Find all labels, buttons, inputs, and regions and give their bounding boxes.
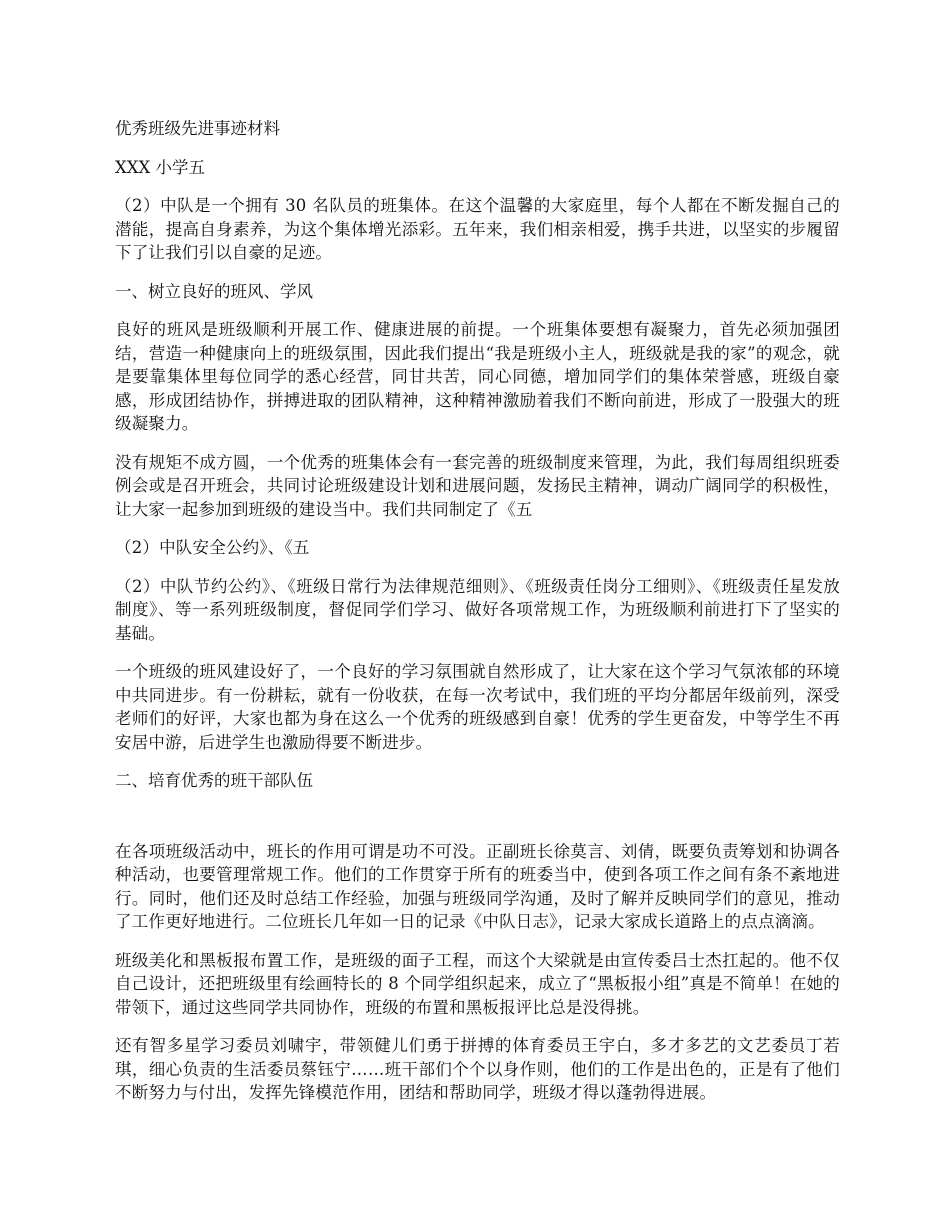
body-paragraph: 没有规矩不成方圆，一个优秀的班集体会有一套完善的班级制度来管理，为此，我们每周组织班委例会或是召开班会，共同讨论班级建设计划和进展问题，发扬民主精神，调动广阔同学的积极性，让大家一起参加到班级的建设当中。我们共同制定了《五 [115, 452, 840, 519]
body-paragraph: 在各项班级活动中，班长的作用可谓是功不可没。正副班长徐莫言、刘倩，既要负责筹划和协调各种活动，也要管理常规工作。他们的工作贯穿于所有的班委当中，使到各项工作之间有条不紊地进行。同时，他们还及时总结工作经验，加强与班级同学沟通，及时了解并反映同学们的意见，推动了工作更好地进行。二位班长几年如一日的记录《中队日志》，记录大家成长道路上的点点滴滴。 [115, 841, 840, 931]
body-paragraph: 良好的班风是班级顺利开展工作、健康进展的前提。一个班集体要想有凝聚力，首先必须加强团结，营造一种健康向上的班级氛围，因此我们提出“我是班级小主人，班级就是我的家”的观念，就是要靠集体里每位同学的悉心经营，同甘共苦，同心同德，增加同学们的集体荣誉感，班级自豪感，形成团结协作，拼搏进取的团队精神，这种精神激励着我们不断向前进，形成了一股强大的班级凝聚力。 [115, 320, 840, 433]
body-paragraph: 还有智多星学习委员刘啸宇，带领健儿们勇于拼搏的体育委员王宇白，多才多艺的文艺委员丁若琪，细心负责的生活委员蔡钰宁……班干部们个个以身作则，他们的工作是出色的，正是有了他们不断努力与付出，发挥先锋模范作用，团结和帮助同学，班级才得以蓬勃得进展。 [115, 1036, 840, 1102]
section-heading-2: 二、培育优秀的班干部队伍 [115, 771, 313, 790]
blank-spacer [115, 808, 840, 840]
intro-paragraph: （2）中队是一个拥有 30 名队员的班集体。在这个温馨的大家庭里，每个人都在不断发掘自己的潜能，提高自身素养，为这个集体增光添彩。五年来，我们相亲相爱，携手共进，以坚实的步履留下了让我们引以自豪的足迹。 [115, 196, 840, 262]
body-paragraph: （2）中队节约公约》、《班级日常行为法律规范细则》、《班级责任岗分工细则》、《班级责任星发放制度》、等一系列班级制度，督促同学们学习、做好各项常规工作，为班级顺利前进打下了坚实的基础。 [115, 576, 840, 643]
document-page [115, 117, 840, 1120]
body-paragraph: （2）中队安全公约》、《五 [115, 538, 310, 557]
document-title: 优秀班级先进事迹材料 [115, 119, 280, 138]
body-paragraph: 班级美化和黑板报布置工作，是班级的面子工程，而这个大梁就是由宣传委吕士杰扛起的。他不仅自己设计，还把班级里有绘画特长的 8 个同学组织起来，成立了“黑板报小组”真是不简单！在她的带领下，通过这些同学共同协作，班级的布置和黑板报评比总是没得挑。 [115, 950, 840, 1017]
body-paragraph: 一个班级的班风建设好了，一个良好的学习氛围就自然形成了，让大家在这个学习气氛浓郁的环境中共同进步。有一份耕耘，就有一份收获，在每一次考试中，我们班的平均分都居年级前列，深受老师们的好评，大家也都为身在这么一个优秀的班级感到自豪！优秀的学生更奋发，中等学生不再安居中游，后进学生也激励得要不断进步。 [115, 662, 840, 752]
school-name: XXX 小学五 [115, 157, 205, 177]
section-heading-1: 一、树立良好的班风、学风 [115, 281, 313, 301]
